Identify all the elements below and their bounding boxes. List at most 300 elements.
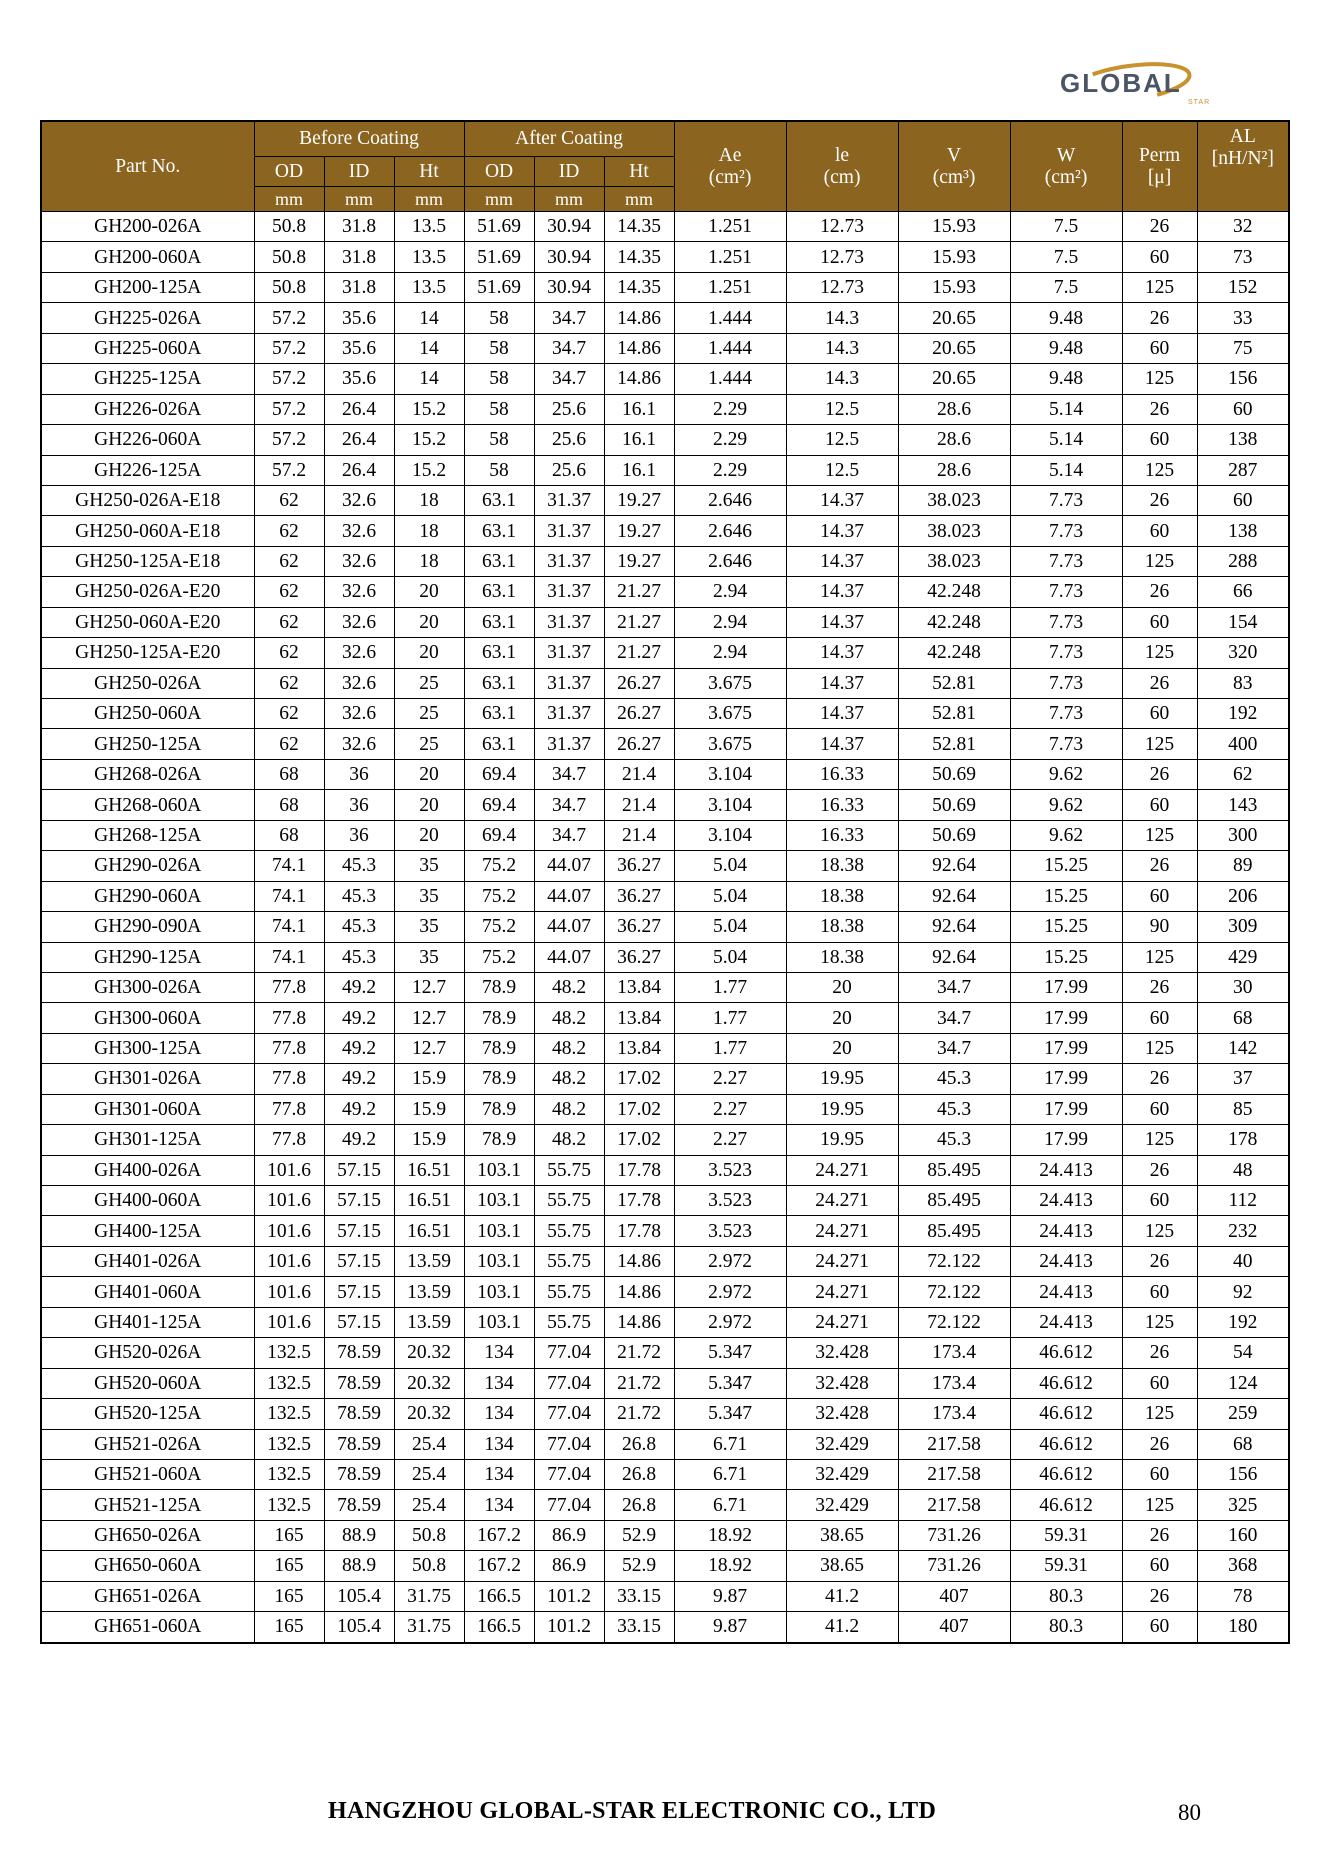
cell-v: 72.122 <box>898 1277 1010 1307</box>
cell-before-od: 57.2 <box>254 425 324 455</box>
cell-before-ht: 13.5 <box>394 212 464 242</box>
cell-al: 54 <box>1197 1338 1289 1368</box>
header-after-od: OD <box>464 157 534 187</box>
cell-after-id: 55.75 <box>534 1216 604 1246</box>
cell-before-id: 36 <box>324 820 394 850</box>
cell-part-no: GH290-060A <box>41 881 254 911</box>
cell-le: 18.38 <box>786 942 898 972</box>
cell-before-id: 32.6 <box>324 546 394 576</box>
cell-w: 17.99 <box>1010 972 1122 1002</box>
cell-w: 7.73 <box>1010 638 1122 668</box>
cell-le: 24.271 <box>786 1186 898 1216</box>
cell-before-od: 165 <box>254 1581 324 1611</box>
cell-ae: 6.71 <box>674 1490 786 1520</box>
cell-after-od: 167.2 <box>464 1520 534 1550</box>
cell-ae: 5.04 <box>674 851 786 881</box>
cell-after-ht: 17.78 <box>604 1186 674 1216</box>
cell-le: 12.73 <box>786 212 898 242</box>
cell-before-ht: 15.2 <box>394 425 464 455</box>
cell-ae: 2.29 <box>674 394 786 424</box>
cell-before-ht: 20.32 <box>394 1399 464 1429</box>
cell-le: 18.38 <box>786 881 898 911</box>
cell-perm: 26 <box>1122 485 1197 515</box>
cell-ae: 2.646 <box>674 516 786 546</box>
table-row <box>41 425 1289 455</box>
cell-v: 34.7 <box>898 1033 1010 1063</box>
cell-al: 192 <box>1197 1307 1289 1337</box>
table-row <box>41 1368 1289 1398</box>
header-before-od: OD <box>254 157 324 187</box>
cell-v: 173.4 <box>898 1368 1010 1398</box>
cell-part-no: GH225-026A <box>41 303 254 333</box>
cell-before-od: 101.6 <box>254 1216 324 1246</box>
cell-after-id: 77.04 <box>534 1368 604 1398</box>
cell-le: 14.3 <box>786 303 898 333</box>
cell-al: 40 <box>1197 1246 1289 1276</box>
cell-part-no: GH651-026A <box>41 1581 254 1611</box>
cell-after-ht: 26.27 <box>604 729 674 759</box>
cell-v: 15.93 <box>898 212 1010 242</box>
cell-after-od: 63.1 <box>464 546 534 576</box>
cell-le: 12.5 <box>786 455 898 485</box>
cell-after-ht: 26.8 <box>604 1490 674 1520</box>
cell-after-od: 63.1 <box>464 699 534 729</box>
cell-part-no: GH521-026A <box>41 1429 254 1459</box>
cell-after-ht: 52.9 <box>604 1520 674 1550</box>
cell-le: 38.65 <box>786 1520 898 1550</box>
cell-after-id: 48.2 <box>534 1033 604 1063</box>
cell-al: 75 <box>1197 333 1289 363</box>
cell-ae: 2.94 <box>674 607 786 637</box>
cell-v: 38.023 <box>898 516 1010 546</box>
cell-part-no: GH250-026A-E18 <box>41 485 254 515</box>
cell-before-ht: 25 <box>394 668 464 698</box>
cell-after-od: 63.1 <box>464 729 534 759</box>
cell-v: 34.7 <box>898 972 1010 1002</box>
cell-before-od: 62 <box>254 668 324 698</box>
cell-after-od: 63.1 <box>464 638 534 668</box>
cell-before-ht: 13.5 <box>394 242 464 272</box>
cell-part-no: GH400-060A <box>41 1186 254 1216</box>
cell-before-id: 105.4 <box>324 1581 394 1611</box>
cell-part-no: GH225-125A <box>41 364 254 394</box>
cell-part-no: GH226-125A <box>41 455 254 485</box>
cell-before-ht: 35 <box>394 881 464 911</box>
cell-w: 7.73 <box>1010 607 1122 637</box>
cell-after-od: 103.1 <box>464 1246 534 1276</box>
cell-part-no: GH200-125A <box>41 272 254 302</box>
cell-before-id: 49.2 <box>324 1003 394 1033</box>
cell-after-id: 77.04 <box>534 1459 604 1489</box>
cell-before-od: 165 <box>254 1612 324 1643</box>
cell-after-id: 48.2 <box>534 1094 604 1124</box>
cell-le: 14.37 <box>786 699 898 729</box>
header-al: AL [nH/N²] <box>1197 121 1289 212</box>
cell-w: 7.5 <box>1010 272 1122 302</box>
cell-before-ht: 15.9 <box>394 1064 464 1094</box>
cell-before-id: 49.2 <box>324 1064 394 1094</box>
cell-before-od: 62 <box>254 516 324 546</box>
cell-part-no: GH650-060A <box>41 1551 254 1581</box>
cell-al: 32 <box>1197 212 1289 242</box>
cell-perm: 125 <box>1122 546 1197 576</box>
cell-before-ht: 12.7 <box>394 1033 464 1063</box>
cell-w: 7.73 <box>1010 699 1122 729</box>
cell-after-od: 134 <box>464 1368 534 1398</box>
cell-before-od: 50.8 <box>254 272 324 302</box>
cell-le: 16.33 <box>786 820 898 850</box>
cell-part-no: GH301-125A <box>41 1125 254 1155</box>
header-perm: Perm [μ] <box>1122 121 1197 212</box>
cell-after-id: 31.37 <box>534 516 604 546</box>
cell-after-od: 103.1 <box>464 1307 534 1337</box>
table-row <box>41 1125 1289 1155</box>
cell-v: 45.3 <box>898 1064 1010 1094</box>
cell-perm: 60 <box>1122 1551 1197 1581</box>
cell-part-no: GH250-060A-E20 <box>41 607 254 637</box>
cell-after-id: 31.37 <box>534 668 604 698</box>
cell-perm: 125 <box>1122 455 1197 485</box>
cell-before-ht: 25.4 <box>394 1429 464 1459</box>
cell-v: 92.64 <box>898 881 1010 911</box>
cell-before-ht: 12.7 <box>394 1003 464 1033</box>
table-row <box>41 1307 1289 1337</box>
cell-le: 32.429 <box>786 1490 898 1520</box>
cell-perm: 26 <box>1122 759 1197 789</box>
cell-w: 7.73 <box>1010 729 1122 759</box>
header-after-coating: After Coating <box>464 121 674 157</box>
cell-after-od: 134 <box>464 1429 534 1459</box>
cell-ae: 18.92 <box>674 1520 786 1550</box>
cell-after-ht: 21.4 <box>604 759 674 789</box>
cell-after-od: 167.2 <box>464 1551 534 1581</box>
cell-after-od: 51.69 <box>464 242 534 272</box>
cell-perm: 60 <box>1122 1186 1197 1216</box>
cell-perm: 125 <box>1122 729 1197 759</box>
table-row <box>41 1094 1289 1124</box>
cell-after-id: 25.6 <box>534 455 604 485</box>
cell-v: 28.6 <box>898 455 1010 485</box>
cell-before-id: 26.4 <box>324 394 394 424</box>
cell-perm: 125 <box>1122 1033 1197 1063</box>
cell-after-id: 86.9 <box>534 1551 604 1581</box>
table-row <box>41 394 1289 424</box>
cell-al: 259 <box>1197 1399 1289 1429</box>
cell-perm: 60 <box>1122 1094 1197 1124</box>
cell-ae: 3.523 <box>674 1186 786 1216</box>
cell-le: 24.271 <box>786 1155 898 1185</box>
cell-al: 300 <box>1197 820 1289 850</box>
cell-al: 154 <box>1197 607 1289 637</box>
cell-after-od: 78.9 <box>464 1033 534 1063</box>
cell-after-id: 77.04 <box>534 1490 604 1520</box>
cell-le: 18.38 <box>786 912 898 942</box>
cell-al: 92 <box>1197 1277 1289 1307</box>
cell-al: 33 <box>1197 303 1289 333</box>
cell-after-ht: 16.1 <box>604 394 674 424</box>
cell-before-od: 62 <box>254 577 324 607</box>
table-row <box>41 942 1289 972</box>
cell-w: 9.48 <box>1010 364 1122 394</box>
cell-after-ht: 33.15 <box>604 1612 674 1643</box>
header-le: le (cm) <box>786 121 898 212</box>
cell-part-no: GH268-060A <box>41 790 254 820</box>
cell-le: 32.429 <box>786 1459 898 1489</box>
table-row <box>41 1581 1289 1611</box>
cell-before-id: 78.59 <box>324 1399 394 1429</box>
cell-before-ht: 14 <box>394 333 464 363</box>
cell-perm: 26 <box>1122 1064 1197 1094</box>
cell-w: 7.73 <box>1010 546 1122 576</box>
cell-w: 15.25 <box>1010 912 1122 942</box>
cell-ae: 1.251 <box>674 242 786 272</box>
cell-before-ht: 13.59 <box>394 1307 464 1337</box>
cell-v: 407 <box>898 1612 1010 1643</box>
cell-after-ht: 36.27 <box>604 851 674 881</box>
cell-before-ht: 20.32 <box>394 1368 464 1398</box>
cell-before-ht: 16.51 <box>394 1186 464 1216</box>
cell-before-ht: 20 <box>394 577 464 607</box>
cell-after-ht: 16.1 <box>604 425 674 455</box>
cell-perm: 26 <box>1122 1581 1197 1611</box>
cell-w: 15.25 <box>1010 851 1122 881</box>
cell-le: 41.2 <box>786 1612 898 1643</box>
cell-after-ht: 21.4 <box>604 790 674 820</box>
cell-after-od: 63.1 <box>464 516 534 546</box>
cell-before-ht: 15.2 <box>394 394 464 424</box>
cell-before-id: 78.59 <box>324 1459 394 1489</box>
cell-v: 28.6 <box>898 394 1010 424</box>
cell-ae: 3.675 <box>674 699 786 729</box>
cell-w: 9.48 <box>1010 333 1122 363</box>
cell-after-od: 69.4 <box>464 790 534 820</box>
cell-before-od: 132.5 <box>254 1338 324 1368</box>
cell-before-od: 68 <box>254 820 324 850</box>
cell-w: 17.99 <box>1010 1125 1122 1155</box>
cell-before-ht: 18 <box>394 516 464 546</box>
cell-before-ht: 15.9 <box>394 1125 464 1155</box>
cell-le: 14.37 <box>786 668 898 698</box>
cell-before-ht: 15.2 <box>394 455 464 485</box>
cell-perm: 60 <box>1122 425 1197 455</box>
cell-after-id: 30.94 <box>534 212 604 242</box>
cell-w: 46.612 <box>1010 1338 1122 1368</box>
cell-after-id: 55.75 <box>534 1307 604 1337</box>
cell-after-id: 34.7 <box>534 303 604 333</box>
cell-before-od: 74.1 <box>254 881 324 911</box>
cell-w: 24.413 <box>1010 1307 1122 1337</box>
table-row <box>41 1551 1289 1581</box>
table-row <box>41 272 1289 302</box>
cell-after-ht: 21.27 <box>604 607 674 637</box>
cell-w: 46.612 <box>1010 1429 1122 1459</box>
cell-ae: 2.972 <box>674 1307 786 1337</box>
cell-after-ht: 14.35 <box>604 242 674 272</box>
cell-before-ht: 13.59 <box>394 1246 464 1276</box>
cell-perm: 26 <box>1122 1155 1197 1185</box>
cell-v: 20.65 <box>898 364 1010 394</box>
cell-perm: 125 <box>1122 272 1197 302</box>
cell-before-ht: 20 <box>394 607 464 637</box>
cell-perm: 60 <box>1122 1612 1197 1643</box>
cell-before-od: 101.6 <box>254 1277 324 1307</box>
cell-after-ht: 21.27 <box>604 577 674 607</box>
cell-part-no: GH301-026A <box>41 1064 254 1094</box>
table-row <box>41 972 1289 1002</box>
cell-before-od: 62 <box>254 638 324 668</box>
cell-before-ht: 25.4 <box>394 1490 464 1520</box>
cell-before-ht: 18 <box>394 485 464 515</box>
cell-after-ht: 33.15 <box>604 1581 674 1611</box>
cell-after-od: 103.1 <box>464 1216 534 1246</box>
cell-perm: 26 <box>1122 972 1197 1002</box>
cell-ae: 3.104 <box>674 790 786 820</box>
cell-before-id: 57.15 <box>324 1277 394 1307</box>
cell-al: 68 <box>1197 1429 1289 1459</box>
cell-perm: 26 <box>1122 1338 1197 1368</box>
cell-v: 20.65 <box>898 333 1010 363</box>
cell-before-ht: 20 <box>394 790 464 820</box>
table-row <box>41 759 1289 789</box>
table-row <box>41 1003 1289 1033</box>
cell-v: 173.4 <box>898 1338 1010 1368</box>
table-row <box>41 1429 1289 1459</box>
cell-part-no: GH401-060A <box>41 1277 254 1307</box>
cell-after-ht: 52.9 <box>604 1551 674 1581</box>
cell-before-id: 35.6 <box>324 364 394 394</box>
cell-after-id: 30.94 <box>534 272 604 302</box>
cell-before-id: 57.15 <box>324 1307 394 1337</box>
header-unit-mm: mm <box>604 187 674 212</box>
cell-after-ht: 14.86 <box>604 303 674 333</box>
cell-al: 48 <box>1197 1155 1289 1185</box>
cell-w: 5.14 <box>1010 394 1122 424</box>
table-row <box>41 364 1289 394</box>
cell-perm: 90 <box>1122 912 1197 942</box>
cell-before-id: 45.3 <box>324 912 394 942</box>
cell-before-id: 45.3 <box>324 942 394 972</box>
cell-v: 731.26 <box>898 1551 1010 1581</box>
cell-le: 14.37 <box>786 638 898 668</box>
cell-part-no: GH225-060A <box>41 333 254 363</box>
cell-before-od: 165 <box>254 1520 324 1550</box>
cell-le: 18.38 <box>786 851 898 881</box>
cell-after-ht: 13.84 <box>604 972 674 1002</box>
cell-after-id: 34.7 <box>534 364 604 394</box>
cell-al: 368 <box>1197 1551 1289 1581</box>
cell-part-no: GH520-125A <box>41 1399 254 1429</box>
cell-after-od: 75.2 <box>464 851 534 881</box>
cell-before-ht: 14 <box>394 303 464 333</box>
cell-before-od: 77.8 <box>254 1064 324 1094</box>
cell-after-id: 31.37 <box>534 485 604 515</box>
cell-v: 38.023 <box>898 485 1010 515</box>
cell-perm: 26 <box>1122 394 1197 424</box>
cell-w: 46.612 <box>1010 1368 1122 1398</box>
cell-perm: 60 <box>1122 333 1197 363</box>
cell-after-ht: 26.27 <box>604 699 674 729</box>
cell-ae: 1.444 <box>674 364 786 394</box>
cell-perm: 125 <box>1122 1399 1197 1429</box>
cell-al: 112 <box>1197 1186 1289 1216</box>
cell-le: 20 <box>786 1033 898 1063</box>
cell-perm: 125 <box>1122 1490 1197 1520</box>
cell-w: 46.612 <box>1010 1399 1122 1429</box>
cell-part-no: GH400-026A <box>41 1155 254 1185</box>
cell-le: 24.271 <box>786 1277 898 1307</box>
table-row <box>41 577 1289 607</box>
cell-le: 14.37 <box>786 729 898 759</box>
cell-after-id: 48.2 <box>534 972 604 1002</box>
cell-after-id: 31.37 <box>534 546 604 576</box>
cell-after-ht: 17.78 <box>604 1216 674 1246</box>
cell-after-id: 34.7 <box>534 790 604 820</box>
cell-le: 14.37 <box>786 577 898 607</box>
cell-after-id: 101.2 <box>534 1612 604 1643</box>
cell-before-ht: 50.8 <box>394 1551 464 1581</box>
logo-text: GLOBAL <box>1060 68 1182 98</box>
cell-after-id: 77.04 <box>534 1399 604 1429</box>
table-body <box>41 212 1289 1643</box>
cell-v: 15.93 <box>898 242 1010 272</box>
cell-perm: 60 <box>1122 1368 1197 1398</box>
table-row <box>41 455 1289 485</box>
cell-before-od: 62 <box>254 607 324 637</box>
cell-after-od: 134 <box>464 1338 534 1368</box>
cell-before-od: 74.1 <box>254 851 324 881</box>
cell-after-od: 134 <box>464 1399 534 1429</box>
cell-after-od: 63.1 <box>464 607 534 637</box>
cell-le: 16.33 <box>786 759 898 789</box>
cell-after-od: 58 <box>464 394 534 424</box>
table-row <box>41 729 1289 759</box>
cell-after-id: 77.04 <box>534 1429 604 1459</box>
cell-after-id: 86.9 <box>534 1520 604 1550</box>
cell-w: 17.99 <box>1010 1033 1122 1063</box>
table-row <box>41 1186 1289 1216</box>
cell-w: 46.612 <box>1010 1459 1122 1489</box>
spec-table-container <box>40 120 1288 1644</box>
cell-le: 24.271 <box>786 1307 898 1337</box>
table-row <box>41 1277 1289 1307</box>
cell-perm: 60 <box>1122 1003 1197 1033</box>
cell-w: 9.62 <box>1010 820 1122 850</box>
cell-le: 38.65 <box>786 1551 898 1581</box>
cell-le: 24.271 <box>786 1216 898 1246</box>
cell-before-ht: 35 <box>394 942 464 972</box>
cell-before-od: 77.8 <box>254 1125 324 1155</box>
header-w: W (cm²) <box>1010 121 1122 212</box>
cell-before-od: 77.8 <box>254 1033 324 1063</box>
cell-after-id: 77.04 <box>534 1338 604 1368</box>
cell-part-no: GH521-125A <box>41 1490 254 1520</box>
cell-after-ht: 17.78 <box>604 1155 674 1185</box>
cell-after-ht: 26.8 <box>604 1459 674 1489</box>
cell-before-od: 132.5 <box>254 1490 324 1520</box>
cell-before-id: 35.6 <box>324 303 394 333</box>
cell-after-ht: 19.27 <box>604 516 674 546</box>
logo-graphic <box>1048 58 1224 112</box>
table-row <box>41 851 1289 881</box>
cell-ae: 2.94 <box>674 638 786 668</box>
cell-before-id: 32.6 <box>324 516 394 546</box>
cell-w: 80.3 <box>1010 1581 1122 1611</box>
cell-before-id: 31.8 <box>324 272 394 302</box>
table-row <box>41 1033 1289 1063</box>
cell-perm: 125 <box>1122 364 1197 394</box>
cell-after-od: 63.1 <box>464 485 534 515</box>
cell-perm: 26 <box>1122 668 1197 698</box>
